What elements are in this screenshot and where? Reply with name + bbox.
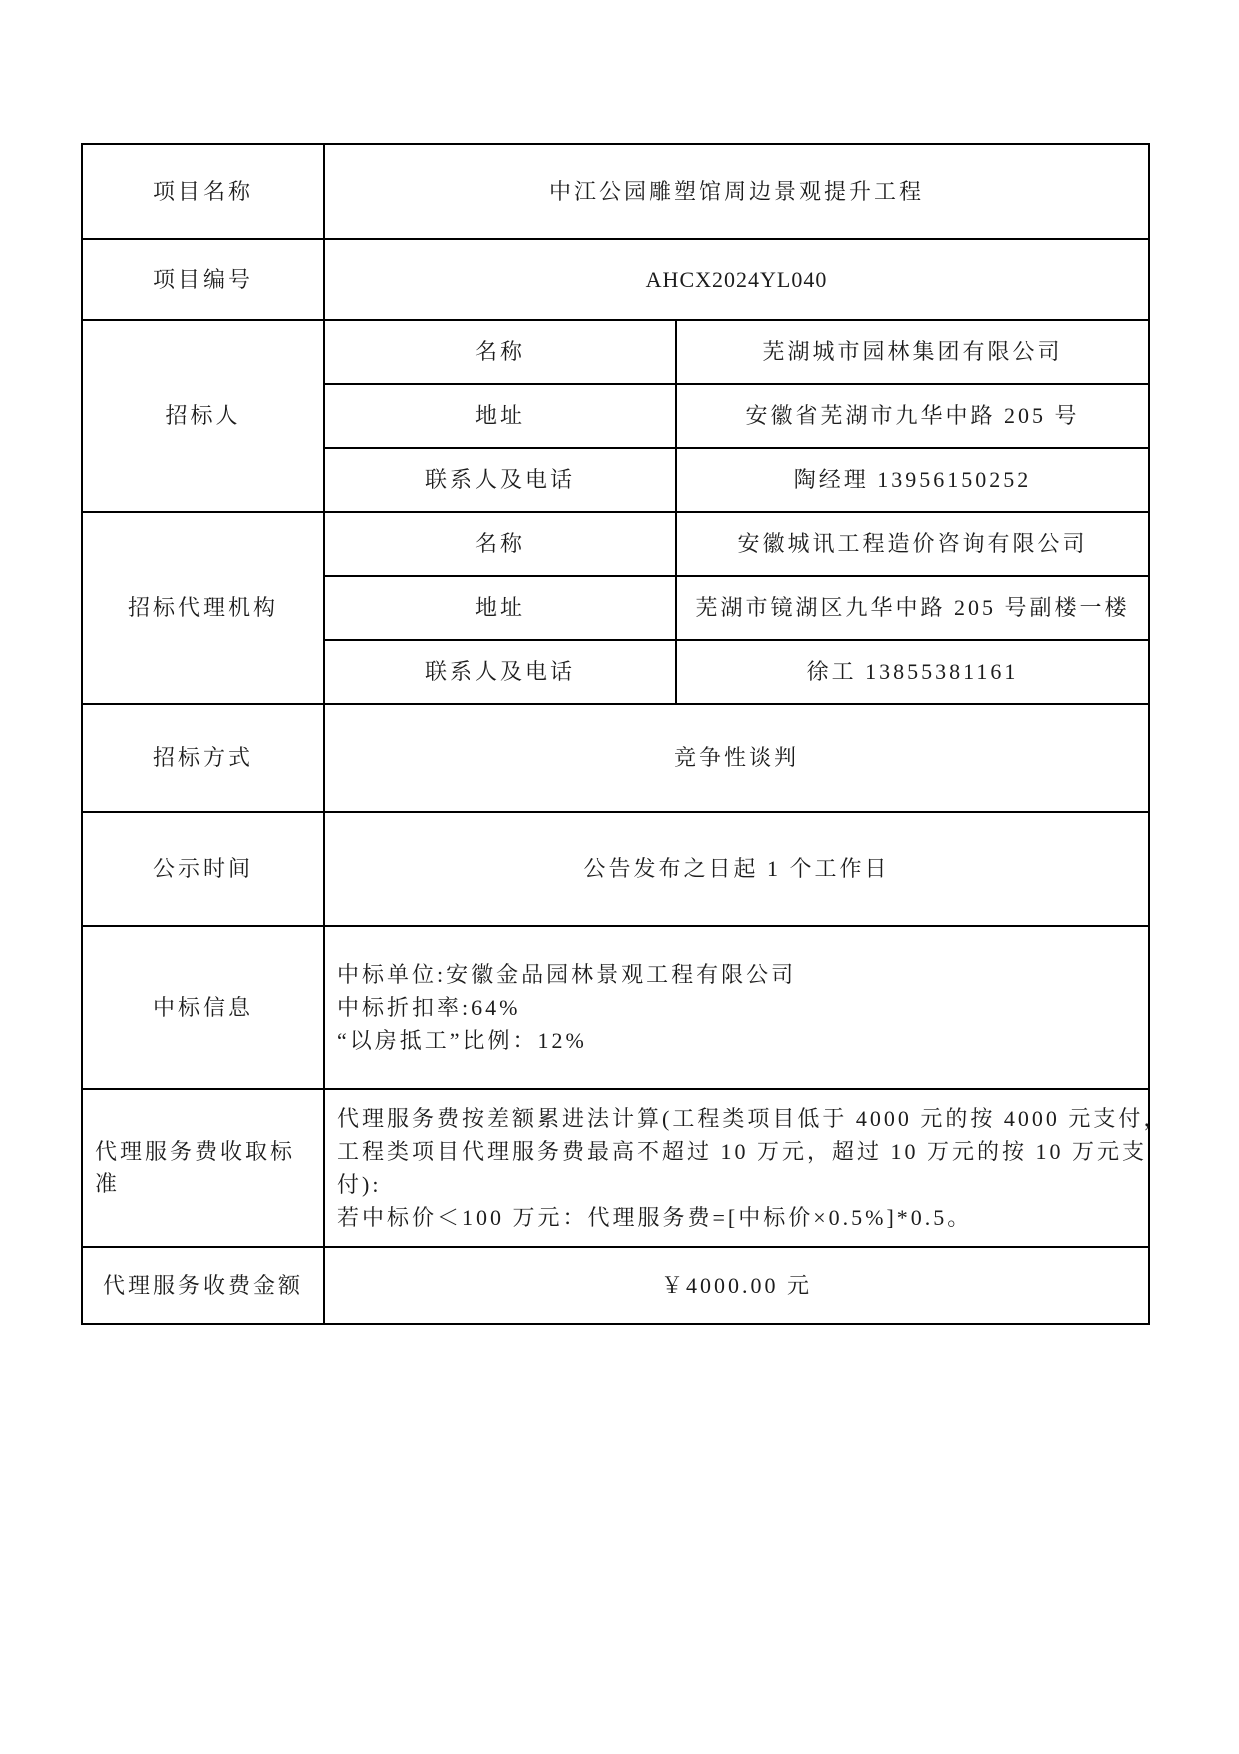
- award-discount-line: 中标折扣率:64%: [337, 995, 521, 1020]
- project-number-value: AHCX2024YL040: [324, 239, 1149, 320]
- project-name-label: 项目名称: [82, 144, 324, 239]
- tenderer-address-value: 安徽省芜湖市九华中路 205 号: [676, 384, 1149, 448]
- tender-method-value: 竞争性谈判: [324, 704, 1149, 812]
- tenderer-label: 招标人: [82, 320, 324, 512]
- table-row: [82, 320, 1149, 384]
- tenderer-contact-value: 陶经理 13956150252: [676, 448, 1149, 512]
- table-row: [82, 512, 1149, 576]
- agency-address-value: 芜湖市镜湖区九华中路 205 号副楼一楼: [676, 576, 1149, 640]
- table-row: [82, 239, 1149, 320]
- project-number-label: 项目编号: [82, 239, 324, 320]
- fee-standard-line: 工程类项目代理服务费最高不超过 10 万元，超过 10 万元的按 10 万元支: [337, 1139, 1148, 1164]
- publicity-period-label: 公示时间: [82, 812, 324, 926]
- tender-announcement-table: [81, 143, 1169, 1325]
- fee-amount-label: 代理服务收费金额: [82, 1247, 324, 1324]
- table-row: [82, 704, 1149, 812]
- table-row: [82, 812, 1149, 926]
- agency-contact-value: 徐工 13855381161: [676, 640, 1149, 704]
- publicity-period-value: 公告发布之日起 1 个工作日: [324, 812, 1149, 926]
- agency-address-label: 地址: [324, 576, 676, 640]
- table-row: [82, 144, 1149, 239]
- fee-amount-value: ￥4000.00 元: [324, 1247, 1149, 1324]
- agency-contact-label: 联系人及电话: [324, 640, 676, 704]
- award-info-value: [324, 926, 1149, 1089]
- table-row: [82, 1247, 1149, 1324]
- agency-name-label: 名称: [324, 512, 676, 576]
- tenderer-address-label: 地址: [324, 384, 676, 448]
- fee-standard-line: 付):: [337, 1172, 382, 1197]
- fee-standard-line: 若中标价＜100 万元：代理服务费=[中标价×0.5%]*0.5。: [337, 1205, 973, 1230]
- tenderer-name-value: 芜湖城市园林集团有限公司: [676, 320, 1149, 384]
- tender-method-label: 招标方式: [82, 704, 324, 812]
- table-row: [82, 926, 1149, 1089]
- fee-standard-value: [324, 1089, 1169, 1247]
- project-name-value: 中江公园雕塑馆周边景观提升工程: [324, 144, 1149, 239]
- agency-name-value: 安徽城讯工程造价咨询有限公司: [676, 512, 1149, 576]
- agency-label: 招标代理机构: [82, 512, 324, 704]
- award-ratio-line: “以房抵工”比例：12%: [337, 1028, 587, 1053]
- tenderer-name-label: 名称: [324, 320, 676, 384]
- award-winner-line: 中标单位:安徽金品园林景观工程有限公司: [337, 962, 797, 987]
- tenderer-contact-label: 联系人及电话: [324, 448, 676, 512]
- table-row: [82, 1089, 1149, 1247]
- fee-standard-line: 代理服务费按差额累进法计算(工程类项目低于 4000 元的按 4000 元支付，: [337, 1106, 1169, 1131]
- award-info-label: 中标信息: [82, 926, 324, 1089]
- fee-standard-label: 代理服务费收取标准: [82, 1089, 324, 1247]
